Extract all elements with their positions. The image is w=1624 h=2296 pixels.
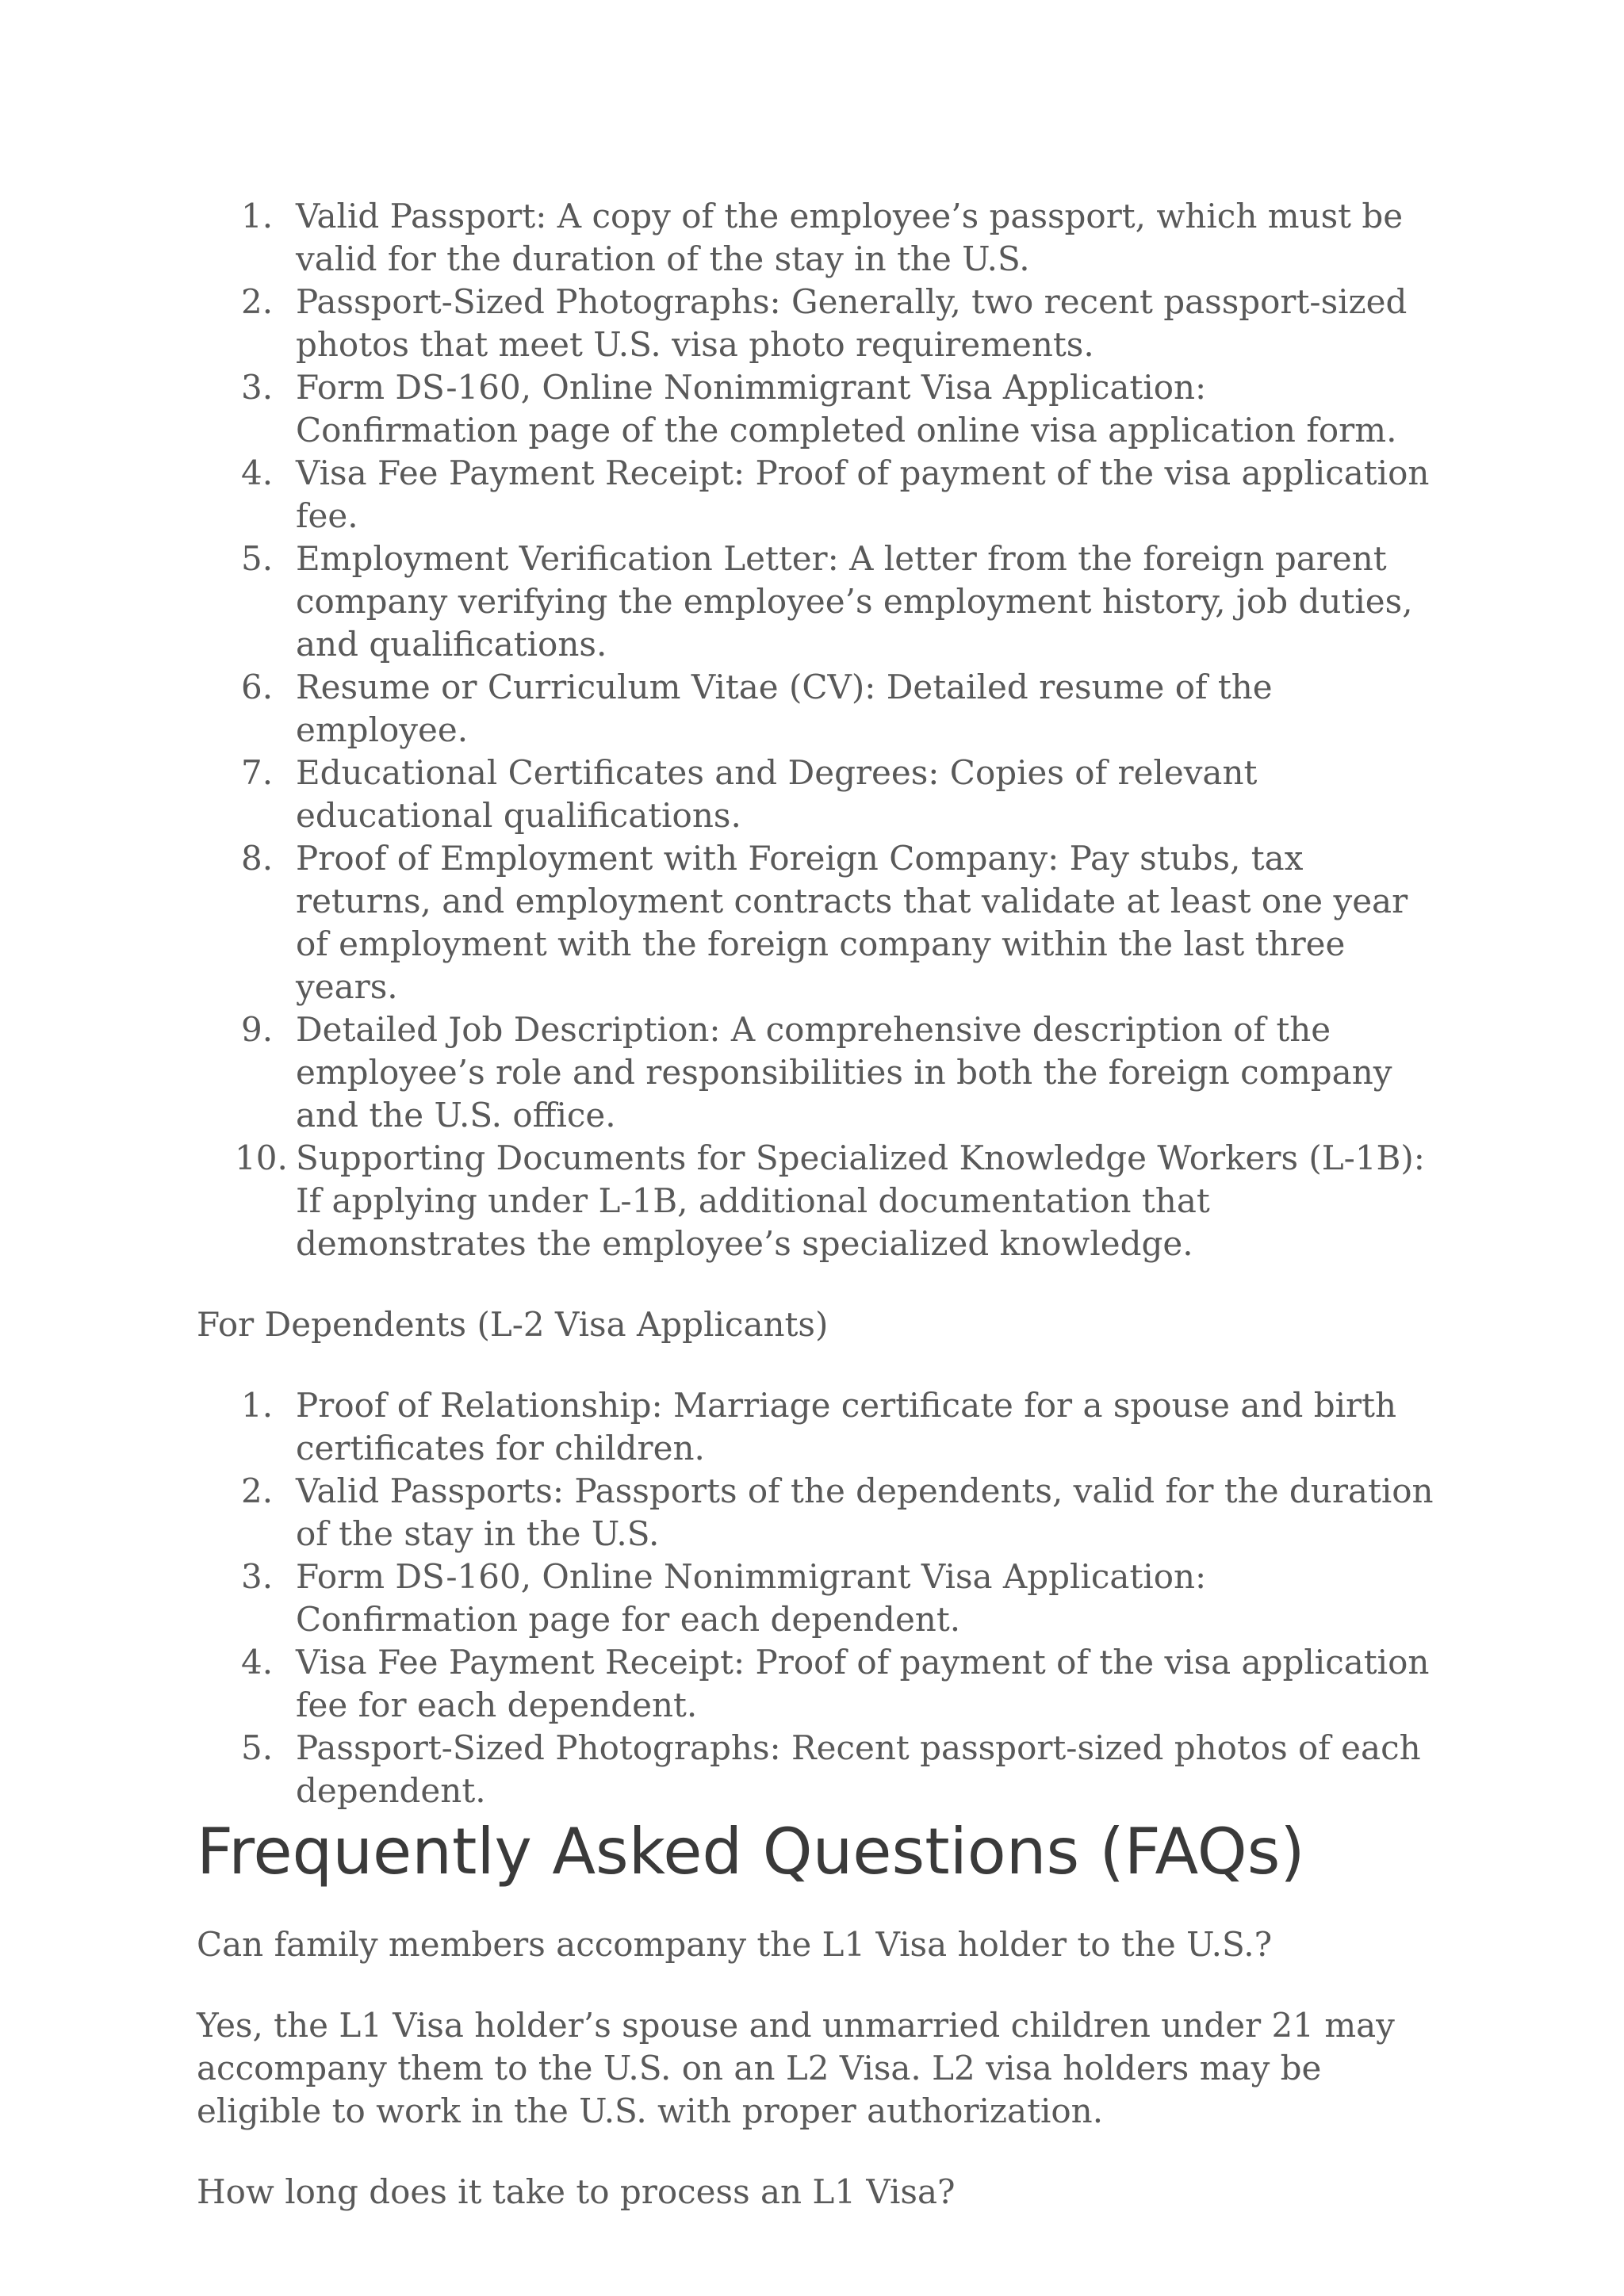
list-item: [197, 538, 1434, 666]
list-item-number: 9.: [241, 1010, 274, 1049]
list-item-text: Supporting Documents for Specialized Knowledge Workers (L-1B): If applying under L-1B, additional documentation that demonstrates the employee’s specialized knowledge.: [296, 1138, 1425, 1263]
list-item-text: Visa Fee Payment Receipt: Proof of payment of the visa application fee for each dependent.: [296, 1643, 1430, 1724]
list-item-text: Valid Passports: Passports of the dependents, valid for the duration of the stay in the U.S.: [296, 1471, 1434, 1553]
list-item-text: Resume or Curriculum Vitae (CV): Detailed resume of the employee.: [296, 668, 1273, 749]
list-item-number: 8.: [241, 839, 274, 878]
list-item-number: 4.: [241, 1643, 274, 1682]
document-page: [197, 195, 1434, 2214]
list-item-number: 1.: [241, 1386, 274, 1425]
list-item-text: Passport-Sized Photographs: Recent passport-sized photos of each dependent.: [296, 1728, 1421, 1810]
list-item: [197, 1384, 1434, 1470]
list-item-text: Form DS-160, Online Nonimmigrant Visa Application: Confirmation page of the completed online visa application form.: [296, 368, 1397, 450]
list-item: [197, 1470, 1434, 1556]
list-item-number: 2.: [241, 282, 274, 321]
faq-answer: Yes, the L1 Visa holder’s spouse and unmarried children under 21 may accompany them to the U.S. on an L2 Visa. L2 visa holders may be eligible to work in the U.S. with proper authorization.: [197, 2006, 1395, 2130]
list-item: [197, 837, 1434, 1008]
list-item: [197, 752, 1434, 837]
list-item: [197, 1641, 1434, 1727]
list-item-number: 3.: [241, 368, 274, 407]
list-item-number: 2.: [241, 1471, 274, 1510]
list-item-text: Proof of Relationship: Marriage certificate for a spouse and birth certificates for children.: [296, 1386, 1397, 1468]
list-item-text: Detailed Job Description: A comprehensive description of the employee’s role and responsibilities in both the foreign company and the U.S. office.: [296, 1010, 1392, 1135]
list-item: [197, 195, 1434, 281]
faq-question: Can family members accompany the L1 Visa holder to the U.S.?: [197, 1925, 1273, 1964]
list-item: [197, 281, 1434, 366]
dependent-documents-list: [197, 1384, 1434, 1812]
list-item-number: 4.: [241, 453, 274, 492]
list-item-text: Employment Verification Letter: A letter from the foreign parent company verifying the employee’s employment history, job duties, and qualifications.: [296, 539, 1413, 664]
list-item-text: Proof of Employment with Foreign Company: Pay stubs, tax returns, and employment contracts that validate at least one year of employment with the foreign company within the last three years.: [296, 839, 1408, 1006]
employee-documents-list: [197, 195, 1434, 1265]
list-item: [197, 1137, 1434, 1265]
faq-heading: Frequently Asked Questions (FAQs): [197, 1815, 1305, 1888]
list-item: [197, 1008, 1434, 1137]
list-item-text: Educational Certificates and Degrees: Copies of relevant educational qualifications.: [296, 753, 1258, 835]
list-item-number: 1.: [241, 197, 274, 235]
list-item: [197, 452, 1434, 538]
list-item-number: 5.: [241, 539, 274, 578]
list-item-text: Visa Fee Payment Receipt: Proof of payment of the visa application fee.: [296, 453, 1430, 535]
list-item-number: 7.: [241, 753, 274, 792]
faq-question: How long does it take to process an L1 Visa?: [197, 2172, 956, 2211]
list-item-text: Passport-Sized Photographs: Generally, two recent passport-sized photos that meet U.S. visa photo requirements.: [296, 282, 1408, 364]
list-item-text: Form DS-160, Online Nonimmigrant Visa Application: Confirmation page for each dependent.: [296, 1557, 1207, 1639]
list-item: [197, 1556, 1434, 1641]
list-item-number: 3.: [241, 1557, 274, 1596]
list-item: [197, 366, 1434, 452]
list-item-text: Valid Passport: A copy of the employee’s passport, which must be valid for the duration of the stay in the U.S.: [296, 197, 1404, 278]
list-item-number: 5.: [241, 1728, 274, 1767]
dependents-section-label: For Dependents (L-2 Visa Applicants): [197, 1305, 829, 1344]
list-item: [197, 666, 1434, 752]
list-item-number: 6.: [241, 668, 274, 706]
list-item: [197, 1727, 1434, 1812]
list-item-number: 10.: [235, 1138, 288, 1177]
